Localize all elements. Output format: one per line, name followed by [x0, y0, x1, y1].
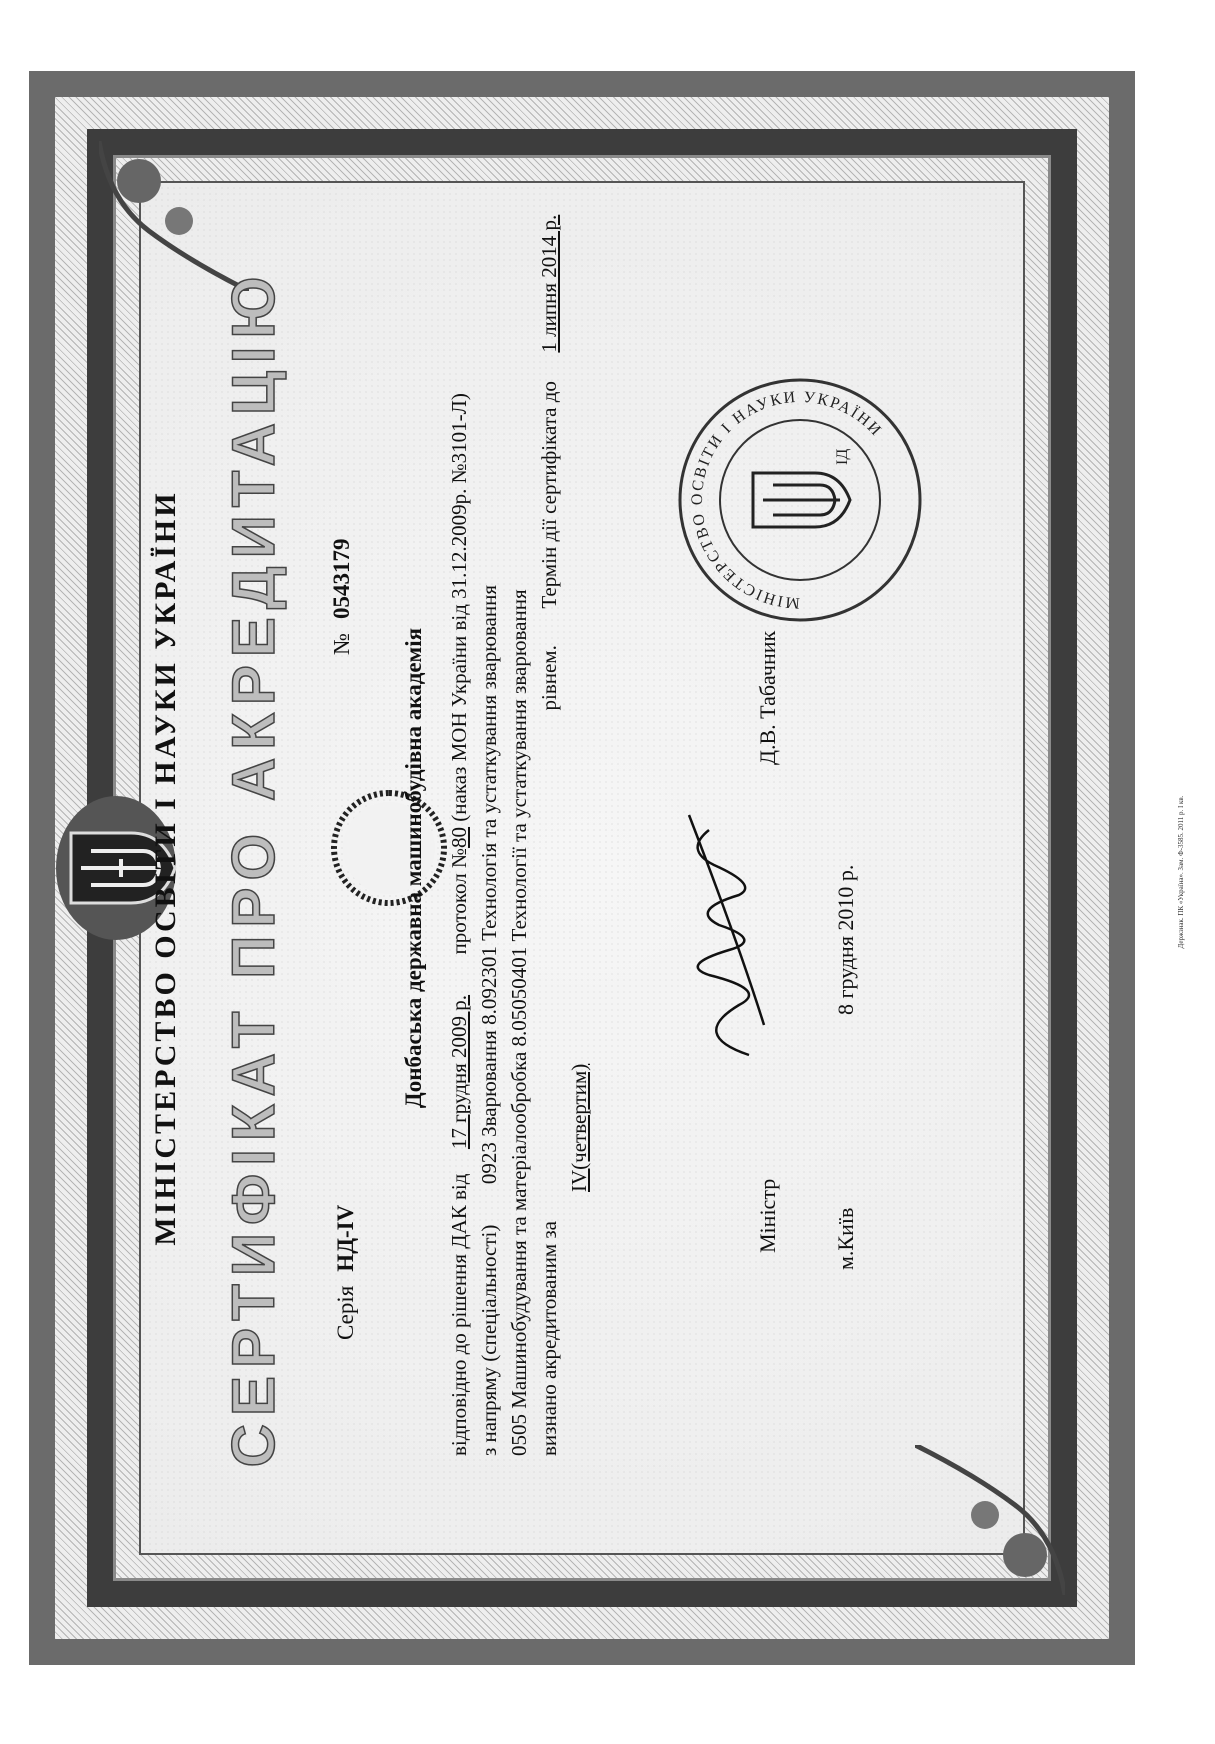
accreditation-suffix: рівнем. [537, 645, 561, 711]
corner-ornament-bottom-left [915, 1445, 1065, 1595]
ministry-title: МІНІСТЕРСТВО ОСВІТИ І НАУКИ УКРАЇНИ [149, 490, 182, 1246]
protocol-number: 80 [447, 826, 471, 848]
direction-label: з напряму (спеціальності) [477, 1224, 501, 1456]
ministry-seal [675, 375, 925, 625]
certificate-number [329, 539, 355, 655]
series-value: НД-IV [333, 1204, 358, 1272]
number-value: 0543179 [329, 538, 354, 620]
direction-line [477, 585, 502, 1456]
protocol-label: протокол № [447, 847, 471, 955]
rosette-hologram [329, 788, 449, 908]
issue-date: 8 грудня 2010 р. [833, 864, 858, 1015]
number-label: № [329, 633, 354, 655]
minister-name: Д.В. Табачник [755, 630, 780, 765]
specialty-line: 0505 Машинобудування та матеріалообробка 8.05050401 Технології та устаткування зварювання [507, 589, 531, 1456]
minister-label: Міністр [755, 1178, 780, 1253]
institution-name: Донбаська державна машинобудівна академія [401, 627, 426, 1109]
certificate-title: СЕРТИФІКАТ ПРО АКРЕДИТАЦІЮ [220, 268, 287, 1468]
accreditation-level: IV(четвертим) [567, 1063, 591, 1192]
direction-text: 0923 Зварювання 8.092301 Технологія та устаткування зварювання [477, 585, 501, 1185]
minister-signature [669, 805, 789, 1065]
issue-city: м.Київ [833, 1207, 858, 1270]
decision-line [447, 393, 472, 1456]
validity-date: 1 липня 2014 р. [537, 214, 561, 353]
seal-text: МІНІСТЕРСТВО ОСВІТИ І НАУКИ УКРАЇНИ [688, 388, 886, 612]
seal-code: ІД [834, 448, 851, 465]
accreditation-certificate [29, 71, 1135, 1665]
accreditation-label: визнано акредитованим за [537, 1221, 561, 1456]
series [333, 1205, 359, 1340]
validity-label: Термін дії сертифіката до [537, 381, 561, 609]
printer-imprint: Держзнак. ПК «Україна». Зам. Ф-3585. 2011 р. І кв. [1177, 795, 1185, 949]
accreditation-level-line [567, 1064, 592, 1192]
accreditation-line [537, 215, 562, 1456]
series-label: Серія [333, 1285, 358, 1340]
decision-date: 17 грудня 2009 р. [447, 994, 471, 1150]
ministry-order: (наказ МОН України від 31.12.2009р. №3101-Л) [447, 393, 471, 822]
decision-text: відповідно до рішення ДАК від [447, 1173, 471, 1456]
